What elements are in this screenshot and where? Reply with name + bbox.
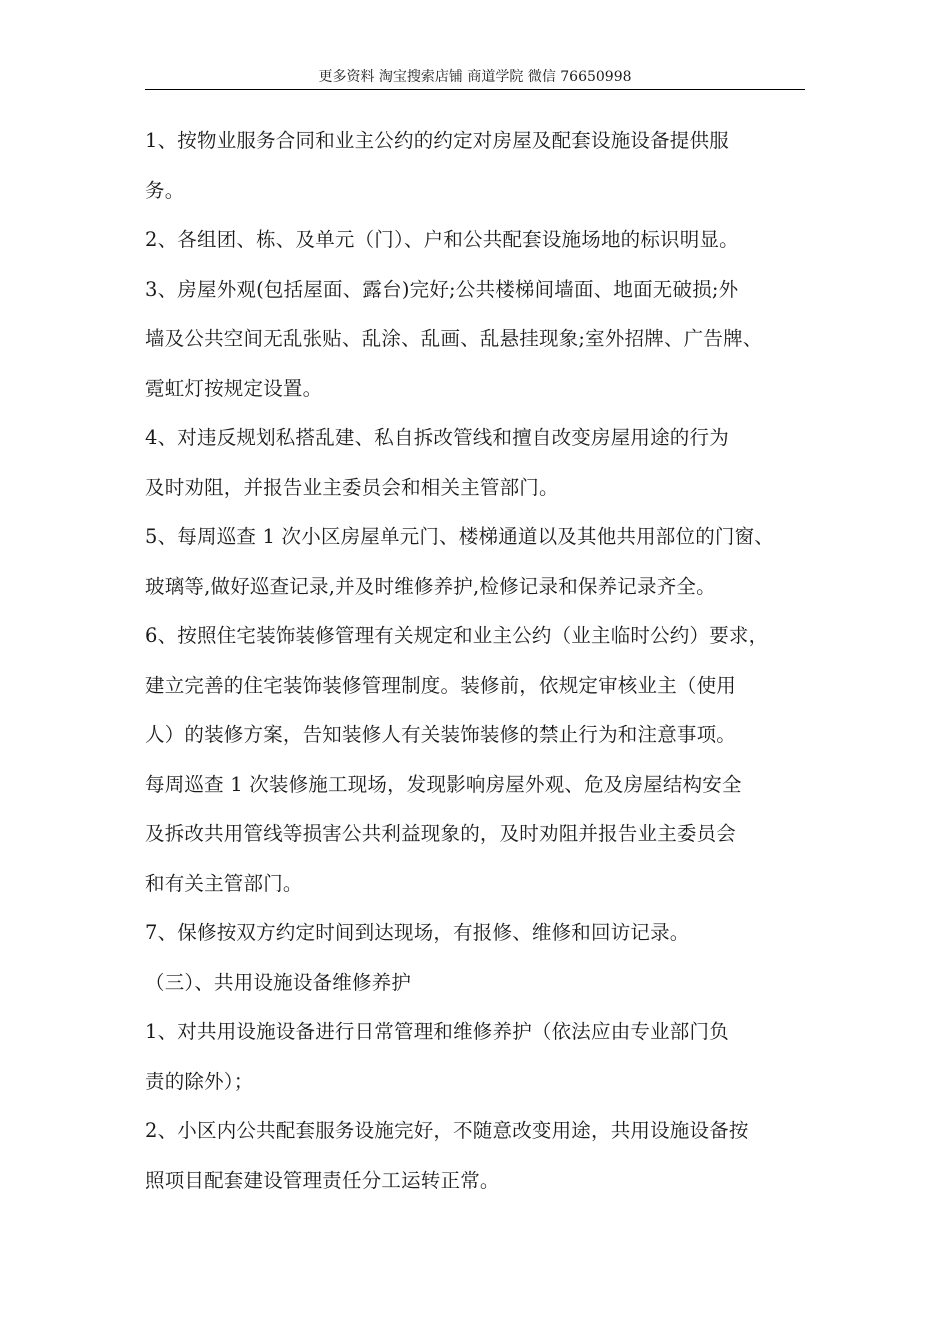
text-line: 墙及公共空间无乱张贴、乱涂、乱画、乱悬挂现象;室外招牌、广告牌、 [145, 327, 763, 350]
document-body [145, 116, 815, 1205]
text-line: 每周巡查 1 次装修施工现场，发现影响房屋外观、危及房屋结构安全 [145, 772, 742, 796]
text-line: 4、对违反规划私搭乱建、私自拆改管线和擅自改变房屋用途的行为 [145, 426, 729, 449]
text-line: 5、每周巡查 1 次小区房屋单元门、楼梯通道以及其他共用部位的门窗、 [145, 525, 775, 548]
text-line: 和有关主管部门。 [145, 871, 303, 895]
text-line: 2、小区内公共配套服务设施完好，不随意改变用途，共用设施设备按 [145, 1119, 749, 1142]
text-line: 责的除外）； [145, 1069, 254, 1093]
text-line: 7、保修按双方约定时间到达现场，有报修、维修和回访记录。 [145, 921, 690, 944]
text-line: 2、各组团、栋、及单元（门）、户和公共配套设施场地的标识明显。 [145, 228, 739, 251]
text-line: 照项目配套建设管理责任分工运转正常。 [145, 1168, 500, 1192]
text-line: 6、按照住宅装饰装修管理有关规定和业主公约（业主临时公约）要求， [145, 624, 769, 647]
text-line: 务。 [145, 178, 185, 202]
text-line: 人）的装修方案，告知装修人有关装饰装修的禁止行为和注意事项。 [145, 723, 737, 746]
text-line: 玻璃等,做好巡查记录,并及时维修养护,检修记录和保养记录齐全。 [145, 574, 716, 598]
text-line: 1、对共用设施设备进行日常管理和维修养护（依法应由专业部门负 [145, 1020, 729, 1043]
text-line: 霓虹灯按规定设置。 [145, 376, 323, 400]
header-divider [145, 89, 805, 90]
text-line: 3、房屋外观(包括屋面、露台)完好;公共楼梯间墙面、地面无破损;外 [145, 277, 739, 301]
text-line: 及时劝阻，并报告业主委员会和相关主管部门。 [145, 475, 559, 499]
text-line: 1、按物业服务合同和业主公约的约定对房屋及配套设施设备提供服 [145, 129, 729, 152]
text-line: 及拆改共用管线等损害公共利益现象的，及时劝阻并报告业主委员会 [145, 822, 737, 845]
text-line: 建立完善的住宅装饰装修管理制度。装修前，依规定审核业主（使用 [145, 673, 737, 697]
page-header: 更多资料 淘宝搜索店铺 商道学院 微信 76650998 [318, 69, 632, 85]
section-heading: （三）、共用设施设备维修养护 [145, 970, 412, 994]
